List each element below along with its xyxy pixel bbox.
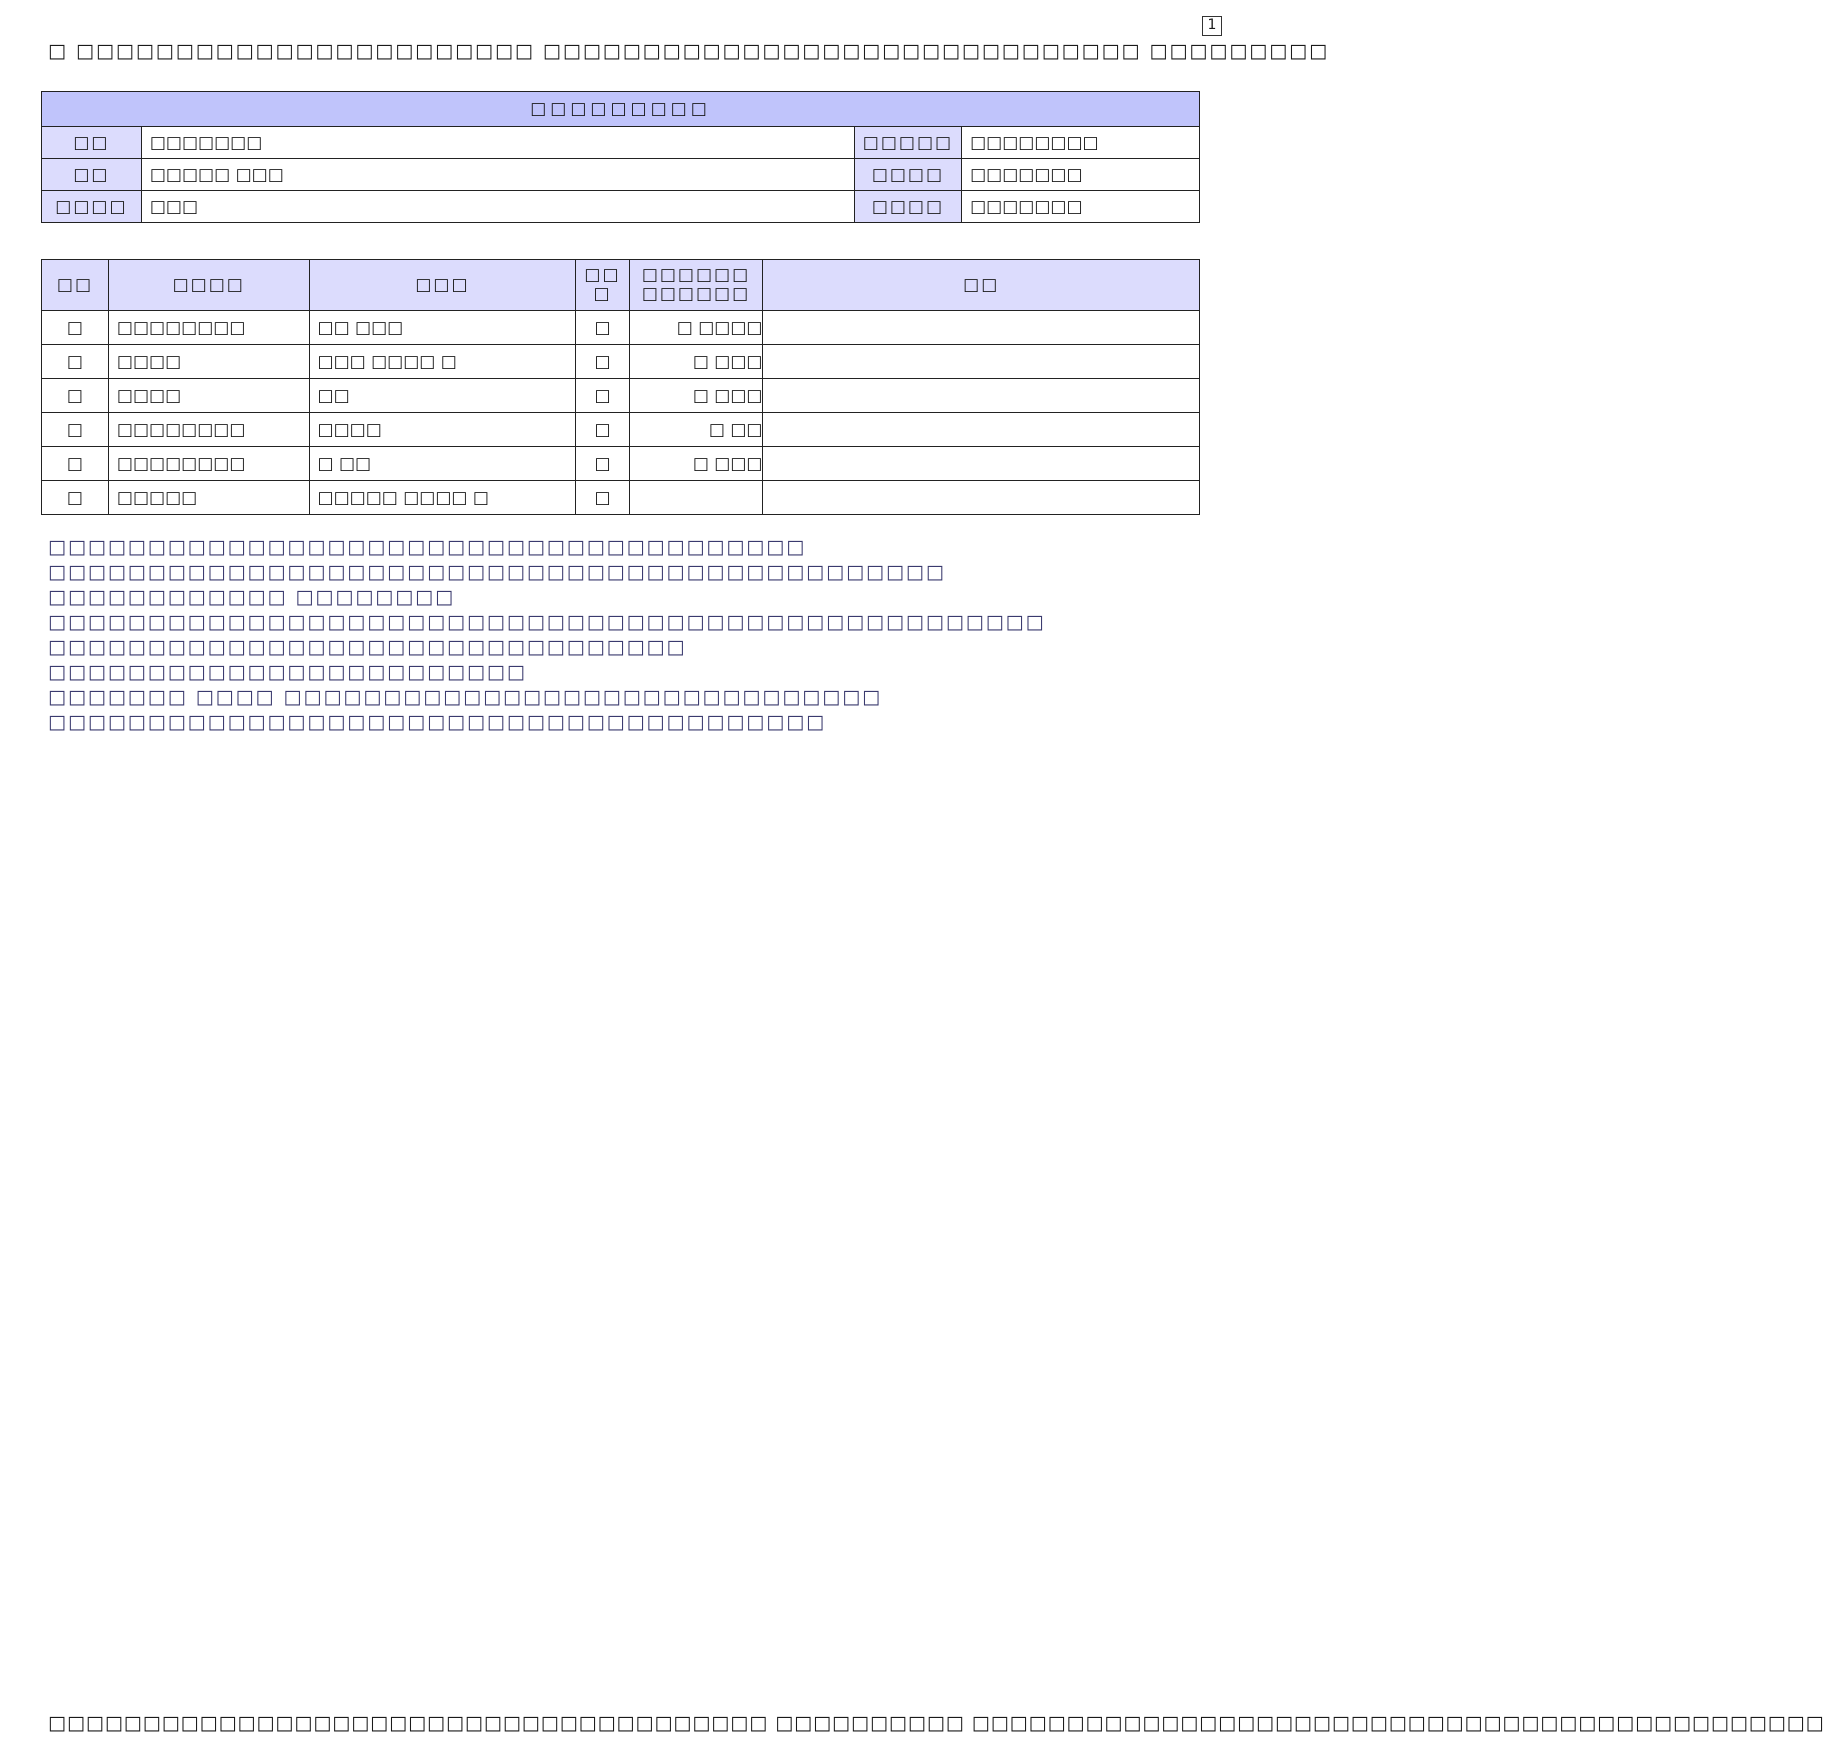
col-header-qty: □□ □ xyxy=(576,260,629,311)
notes-section xyxy=(48,535,1148,735)
cell-name: □□□□□ xyxy=(108,481,309,515)
note-line: □□□□□□□ □□□□ □□□□□□□□□□□□□□□□□□□□□□□□□□□□□□ xyxy=(48,686,883,708)
cell-no: □ xyxy=(42,311,109,345)
cell-remark xyxy=(763,345,1200,379)
info-value: □□□□□□□□ xyxy=(962,127,1200,159)
cell-name: □□□□ xyxy=(108,379,309,413)
info-title-row xyxy=(42,92,1200,127)
info-value: □□□□□□□ xyxy=(141,127,854,159)
cell-name: □□□□□□□□ xyxy=(108,311,309,345)
cell-no: □ xyxy=(42,345,109,379)
cell-qty: □ xyxy=(576,447,629,481)
note-line: □□□□□□□□□□□□□□□□□□□□□□□□□□□□□□□□□□□□□□ xyxy=(48,536,807,558)
cell-qty: □ xyxy=(576,345,629,379)
cell-no: □ xyxy=(42,481,109,515)
info-value: □□□□□ □□□ xyxy=(141,159,854,191)
cell-price: □ □□□□ xyxy=(629,311,763,345)
table-row xyxy=(42,447,1200,481)
col-header-spec: □□□ xyxy=(309,260,576,311)
cell-qty: □ xyxy=(576,311,629,345)
cell-spec: □□□□□ □□□□ □ xyxy=(309,481,576,515)
cell-price: □ □□ xyxy=(629,413,763,447)
info-value: □□□ xyxy=(141,191,854,223)
cell-no: □ xyxy=(42,379,109,413)
info-label: □□ xyxy=(42,159,142,191)
info-table xyxy=(41,91,1200,223)
col-header-name: □□□□ xyxy=(108,260,309,311)
table-row xyxy=(42,311,1200,345)
col-header-remark: □□ xyxy=(763,260,1200,311)
note-line: □□□□□□□□□□□□□□□□□□□□□□□□□□□□□□□□□□□□□□□ xyxy=(48,711,827,733)
table-row xyxy=(42,481,1200,515)
cell-remark xyxy=(763,481,1200,515)
info-title: □□□□□□□□□ xyxy=(42,92,1200,127)
cell-spec: □□ xyxy=(309,379,576,413)
info-label: □□ xyxy=(42,127,142,159)
cell-name: □□□□□□□□ xyxy=(108,413,309,447)
info-label: □□□□ xyxy=(854,159,961,191)
info-label: □□□□□ xyxy=(854,127,961,159)
table-row xyxy=(42,345,1200,379)
info-row xyxy=(42,127,1200,159)
cell-qty: □ xyxy=(576,481,629,515)
col-header-no: □□ xyxy=(42,260,109,311)
table-row xyxy=(42,379,1200,413)
page-number: 1 xyxy=(1202,16,1222,36)
cell-qty: □ xyxy=(576,379,629,413)
cell-remark xyxy=(763,413,1200,447)
info-value: □□□□□□□ xyxy=(962,159,1200,191)
items-table xyxy=(41,259,1200,515)
info-row xyxy=(42,191,1200,223)
info-value: □□□□□□□ xyxy=(962,191,1200,223)
note-line: □□□□□□□□□□□□□□□□□□□□□□□□ xyxy=(48,661,527,683)
cell-price: □ □□□ xyxy=(629,379,763,413)
cell-remark xyxy=(763,379,1200,413)
info-label: □□□□ xyxy=(854,191,961,223)
items-header-row xyxy=(42,260,1200,311)
cell-spec: □ □□ xyxy=(309,447,576,481)
cell-name: □□□□□□□□ xyxy=(108,447,309,481)
cell-qty: □ xyxy=(576,413,629,447)
cell-price: □ □□□ xyxy=(629,345,763,379)
cell-spec: □□ □□□ xyxy=(309,311,576,345)
note-line: □□□□□□□□□□□□□□□□□□□□□□□□□□□□□□□□□□□□□□□□□□□□□ xyxy=(48,561,946,583)
document-footer: □□□□□□□□□□□□□□□□□□□□□□□□□□□□□□□□□□□□□□ □□□□□□□□□□ □□□□□□□□□□□□□□□□□□□□□□□□□□□□□□□□□□□□□□□□□□□□□ xyxy=(48,1712,1825,1734)
note-line: □□□□□□□□□□□□□□□□□□□□□□□□□□□□□□□□ xyxy=(48,636,687,658)
info-label: □□□□ xyxy=(42,191,142,223)
note-line: □□□□□□□□□□□□□□□□□□□□□□□□□□□□□□□□□□□□□□□□□□□□□□□□□□ xyxy=(48,611,1046,633)
cell-remark xyxy=(763,447,1200,481)
col-header-price: □□□□□□ □□□□□□ xyxy=(629,260,763,311)
note-line: □□□□□□□□□□□□ □□□□□□□□ xyxy=(48,586,456,608)
table-row xyxy=(42,413,1200,447)
cell-no: □ xyxy=(42,413,109,447)
cell-price: □ □□□ xyxy=(629,447,763,481)
info-row xyxy=(42,159,1200,191)
cell-spec: □□□□ xyxy=(309,413,576,447)
document-header: □ □□□□□□□□□□□□□□□□□□□□□□□ □□□□□□□□□□□□□□□□□□□□□□□□□□□□□□ □□□□□□□□□ xyxy=(48,40,1330,62)
cell-spec: □□□ □□□□ □ xyxy=(309,345,576,379)
cell-name: □□□□ xyxy=(108,345,309,379)
cell-price xyxy=(629,481,763,515)
cell-remark xyxy=(763,311,1200,345)
cell-no: □ xyxy=(42,447,109,481)
